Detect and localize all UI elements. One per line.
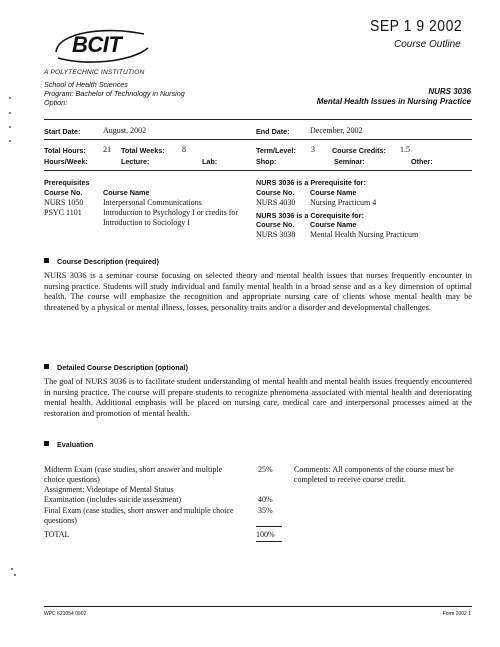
evaluation-total-label: TOTAL [44, 530, 70, 539]
detailed-description-heading [44, 363, 188, 372]
scan-speck [9, 140, 11, 142]
total-hours-label: Total Hours: [44, 146, 86, 155]
logo-wordmark: BCIT [72, 32, 122, 57]
term-level-label: Term/Level: [256, 146, 296, 155]
institution-tagline: A POLYTECHNIC INSTITUTION [44, 69, 145, 76]
prereq-for-col-course-no: Course No. [256, 188, 295, 197]
detailed-description-heading-text: Detailed Course Description (optional) [57, 363, 188, 372]
course-credits-value: 1.5 [400, 145, 410, 154]
prereq-row-name: Interpersonal Communications [103, 198, 202, 207]
bcit-logo [46, 22, 156, 68]
divider [44, 119, 472, 120]
detailed-description-text: The goal of NURS 3036 is to facilitate student understanding of mental health and mental health issues frequently encountered in nursing practice. The course will prepare students to recognize phenomena associated with mental health and deteriorating mental health. Additional emphasis will be placed on nursing care, medical care and interpersonal processes aimed at the restoration and promotion of mental health. [44, 377, 472, 418]
evaluation-item: Final Exam (case studies, short answer and multiple choice questions) [44, 506, 234, 525]
prereq-row-no: PSYC 1101 [44, 208, 82, 217]
school-name: School of Health Sciences [44, 80, 128, 89]
course-title: Mental Health Issues in Nursing Practice [316, 97, 471, 106]
prereq-for-row-no: NURS 4030 [256, 198, 296, 207]
course-code: NURS 3036 [428, 87, 471, 96]
total-rule [256, 541, 282, 542]
prereq-for-col-course-name: Course Name [310, 188, 357, 197]
seminar-label: Seminar: [334, 157, 365, 166]
term-level-value: 3 [311, 145, 315, 154]
footer-left: WPC 621054 0902 [44, 611, 87, 617]
document-type: Course Outline [394, 39, 461, 50]
bullet-square-icon [44, 364, 49, 369]
course-description-heading [44, 257, 159, 266]
program-name: Program: Bachelor of Technology in Nursing [44, 89, 185, 98]
bullet-square-icon [44, 258, 49, 263]
bullet-square-icon [44, 441, 49, 446]
evaluation-item-percent: 25% [258, 465, 273, 474]
scan-speck [9, 126, 11, 128]
prereq-row-no: NURS 1050 [44, 198, 84, 207]
coreq-heading: NURS 3036 is a Corequisite for: [256, 211, 364, 220]
evaluation-item-percent: 40% [258, 495, 273, 504]
total-weeks-value: 8 [182, 145, 186, 154]
scan-speck [11, 568, 13, 570]
total-weeks-label: Total Weeks: [121, 146, 165, 155]
course-description-heading-text: Course Description (required) [57, 257, 159, 266]
start-date-label: Start Date: [44, 127, 81, 136]
divider [44, 139, 472, 140]
evaluation-heading [44, 440, 93, 449]
coreq-row-name: Mental Health Nursing Practicum [310, 230, 419, 239]
lab-label: Lab: [202, 157, 218, 166]
prereq-for-heading: NURS 3036 is a Prerequisite for: [256, 178, 366, 187]
evaluation-item-percent: 35% [258, 506, 273, 515]
prereq-for-row-name: Nursing Practicum 4 [310, 198, 377, 207]
total-rule [256, 526, 282, 527]
prereq-col-course-name: Course Name [103, 188, 150, 197]
coreq-col-course-no: Course No. [256, 220, 295, 229]
evaluation-comments: Comments: All components of the course must be completed to receive course credit. [294, 465, 454, 484]
course-credits-label: Course Credits: [332, 146, 386, 155]
other-label: Other: [411, 157, 433, 166]
evaluation-item: Midterm Exam (case studies, short answer and multiple choice questions) [44, 465, 223, 484]
divider [44, 170, 472, 171]
coreq-row-no: NURS 3038 [256, 230, 296, 239]
prereq-col-course-no: Course No. [44, 188, 83, 197]
footer-right: Form 2002 1 [442, 611, 471, 617]
lecture-label: Lecture: [121, 157, 150, 166]
footer-divider [44, 606, 472, 607]
start-date-value: August, 2002 [103, 126, 147, 135]
prerequisites-heading: Prerequisites [44, 178, 90, 187]
option-label: Option: [44, 98, 68, 107]
total-hours-value: 21 [103, 145, 111, 154]
end-date-label: End Date: [256, 127, 290, 136]
evaluation-item: Assignment: Videotape of Mental Status Examination (includes suicide assessment) [44, 485, 182, 504]
scan-speck [14, 574, 16, 576]
evaluation-total-percent: 100% [256, 530, 275, 539]
scan-speck [9, 112, 11, 114]
evaluation-heading-text: Evaluation [57, 440, 94, 449]
prereq-row-name: Introduction to Psychology I or credits for Introduction to Sociology I [103, 208, 239, 227]
date-stamp: SEP 1 9 2002 [370, 16, 463, 35]
scan-speck [9, 97, 11, 99]
end-date-value: December, 2002 [310, 126, 363, 135]
hours-week-label: Hours/Week: [44, 157, 88, 166]
coreq-col-course-name: Course Name [310, 220, 357, 229]
shop-label: Shop: [256, 157, 277, 166]
course-description-text: NURS 3036 is a seminar course focusing on selected theory and mental health issues that nurses frequently encounter in nursing practice. Students will study individual and family mental health in a broad sense and as a key dimension of optimal health. The course will emphasize the recognition and appropriate nursing care of clients whose mental health may be threatened by a physical or mental illness, losses, personality traits and/or a disorder and developmental challenges. [44, 271, 472, 312]
